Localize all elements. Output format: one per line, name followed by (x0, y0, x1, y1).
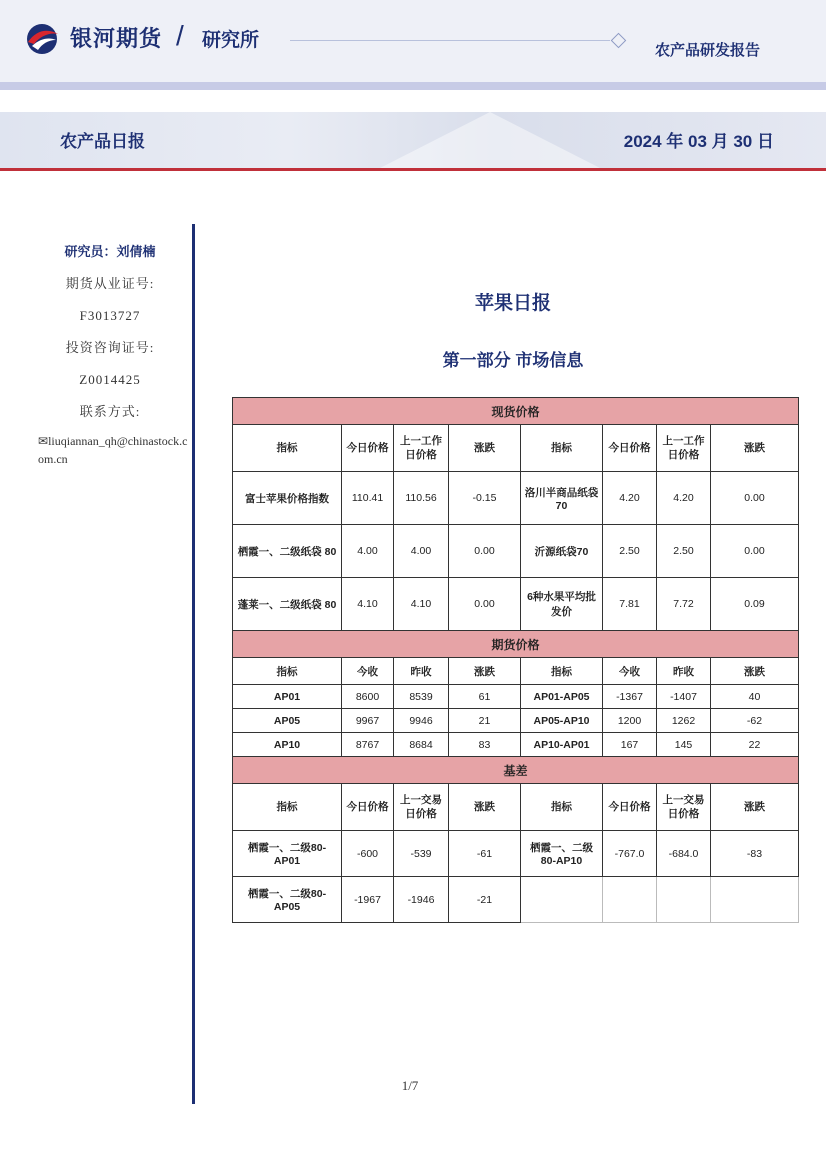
table-cell: 2.50 (603, 525, 657, 578)
column-header: 上一交易日价格 (394, 784, 449, 831)
envelope-icon: ✉ (38, 434, 49, 448)
table-cell: 4.10 (342, 578, 394, 631)
basis-column-headers (233, 784, 799, 831)
column-header: 涨跌 (711, 658, 799, 685)
license-label: 期货从业证号: (65, 276, 155, 291)
table-cell: 9946 (394, 709, 449, 733)
table-cell: -539 (394, 831, 449, 877)
table-cell: -767.0 (603, 831, 657, 877)
researcher-name: 研究员：刘倩楠 (64, 244, 156, 259)
table-cell: 8539 (394, 685, 449, 709)
column-header: 今收 (342, 658, 394, 685)
table-cell: 蓬莱一、二级纸袋 80 (233, 578, 342, 631)
column-header: 涨跌 (449, 784, 521, 831)
license-number: F3013727 (79, 308, 141, 323)
futures-section-header (233, 631, 799, 658)
table-row (233, 685, 799, 709)
report-type: 农产品研发报告 (654, 42, 760, 59)
contact-label: 联系方式: (79, 404, 141, 419)
futures-section-title: 期货价格 (233, 631, 799, 658)
table-cell: 1262 (657, 709, 711, 733)
table-row (233, 472, 799, 525)
table-row (233, 877, 799, 923)
table-cell: 61 (449, 685, 521, 709)
section-title: 第一部分 市场信息 (442, 351, 584, 370)
table-cell: 8684 (394, 733, 449, 757)
table-cell: 83 (449, 733, 521, 757)
market-info-table (232, 397, 799, 923)
spot-section-title: 现货价格 (233, 398, 799, 425)
table-cell: 4.20 (657, 472, 711, 525)
column-header: 今日价格 (603, 425, 657, 472)
column-header: 上一工作日价格 (657, 425, 711, 472)
column-header: 今日价格 (342, 425, 394, 472)
table-cell: 4.00 (394, 525, 449, 578)
table-cell: 栖霞一、二级80-AP01 (233, 831, 342, 877)
report-date: 2024 年 03 月 30 日 (623, 132, 774, 151)
table-cell: AP10-AP01 (521, 733, 603, 757)
column-header: 上一工作日价格 (394, 425, 449, 472)
page-number: 1/7 (401, 1078, 419, 1093)
table-cell: -61 (449, 831, 521, 877)
column-header: 今日价格 (603, 784, 657, 831)
column-header: 指标 (233, 658, 342, 685)
table-cell (603, 877, 657, 923)
column-header: 上一交易日价格 (657, 784, 711, 831)
table-cell: 栖霞一、二级80-AP05 (233, 877, 342, 923)
table-cell: 富士苹果价格指数 (233, 472, 342, 525)
table-cell: 40 (711, 685, 799, 709)
column-header: 指标 (521, 658, 603, 685)
banner-title: 农产品日报 (60, 132, 145, 151)
basis-section-header (233, 757, 799, 784)
table-cell: 6种水果平均批发价 (521, 578, 603, 631)
table-cell: 4.00 (342, 525, 394, 578)
table-cell: AP01-AP05 (521, 685, 603, 709)
table-cell: 0.00 (711, 525, 799, 578)
table-row (233, 578, 799, 631)
column-header: 今日价格 (342, 784, 394, 831)
table-cell: 0.00 (711, 472, 799, 525)
column-header: 涨跌 (711, 784, 799, 831)
email-address[interactable]: liuqiannan_qh@chinastock.com.cn (38, 434, 188, 466)
header-stripe (0, 82, 826, 90)
table-row (233, 525, 799, 578)
consult-number: Z0014425 (79, 372, 141, 387)
table-cell: 2.50 (657, 525, 711, 578)
table-cell (521, 877, 603, 923)
table-cell (657, 877, 711, 923)
table-cell: -1946 (394, 877, 449, 923)
table-cell: 145 (657, 733, 711, 757)
column-header: 涨跌 (449, 425, 521, 472)
table-cell: -0.15 (449, 472, 521, 525)
column-header: 指标 (521, 425, 603, 472)
document-title: 苹果日报 (474, 293, 551, 314)
table-cell: 22 (711, 733, 799, 757)
table-cell: 0.00 (449, 578, 521, 631)
table-cell: -1967 (342, 877, 394, 923)
column-header: 指标 (233, 425, 342, 472)
table-cell: -83 (711, 831, 799, 877)
table-cell: -684.0 (657, 831, 711, 877)
table-cell: 8600 (342, 685, 394, 709)
table-cell: -1407 (657, 685, 711, 709)
table-cell: 4.20 (603, 472, 657, 525)
institute-name: 研究所 (202, 30, 260, 51)
table-row (233, 709, 799, 733)
spot-section-header (233, 398, 799, 425)
table-cell: 167 (603, 733, 657, 757)
table-cell: 7.72 (657, 578, 711, 631)
futures-column-headers (233, 658, 799, 685)
brand-separator: / (176, 20, 184, 51)
table-cell: 栖霞一、二级纸袋 80 (233, 525, 342, 578)
table-row (233, 733, 799, 757)
table-cell: -62 (711, 709, 799, 733)
decorative-line (290, 40, 610, 41)
brand-name: 银河期货 (70, 26, 163, 51)
author-sidebar (30, 240, 190, 468)
table-cell: AP05-AP10 (521, 709, 603, 733)
column-header: 涨跌 (711, 425, 799, 472)
table-cell: 21 (449, 709, 521, 733)
table-row (233, 831, 799, 877)
table-cell: 1200 (603, 709, 657, 733)
table-cell: 110.41 (342, 472, 394, 525)
table-cell: 8767 (342, 733, 394, 757)
table-cell: AP05 (233, 709, 342, 733)
table-cell: 沂源纸袋70 (521, 525, 603, 578)
banner-accent-line (0, 168, 826, 171)
table-cell: -1367 (603, 685, 657, 709)
consult-label: 投资咨询证号: (65, 340, 155, 355)
table-cell: 9967 (342, 709, 394, 733)
table-cell: 栖霞一、二级80-AP10 (521, 831, 603, 877)
column-header: 今收 (603, 658, 657, 685)
table-cell: 0.00 (449, 525, 521, 578)
galaxy-futures-logo-icon (22, 22, 62, 56)
table-cell: 洛川半商品纸袋70 (521, 472, 603, 525)
column-header: 昨收 (394, 658, 449, 685)
table-cell (711, 877, 799, 923)
table-cell: 7.81 (603, 578, 657, 631)
column-header: 指标 (233, 784, 342, 831)
table-cell: 0.09 (711, 578, 799, 631)
sidebar-divider (192, 224, 195, 1104)
column-header: 涨跌 (449, 658, 521, 685)
table-cell: -600 (342, 831, 394, 877)
basis-section-title: 基差 (233, 757, 799, 784)
email-contact (30, 432, 190, 468)
table-cell: -21 (449, 877, 521, 923)
table-cell: AP10 (233, 733, 342, 757)
table-cell: 4.10 (394, 578, 449, 631)
column-header: 指标 (521, 784, 603, 831)
table-cell: AP01 (233, 685, 342, 709)
spot-column-headers (233, 425, 799, 472)
column-header: 昨收 (657, 658, 711, 685)
table-cell: 110.56 (394, 472, 449, 525)
banner-decoration (380, 112, 600, 168)
